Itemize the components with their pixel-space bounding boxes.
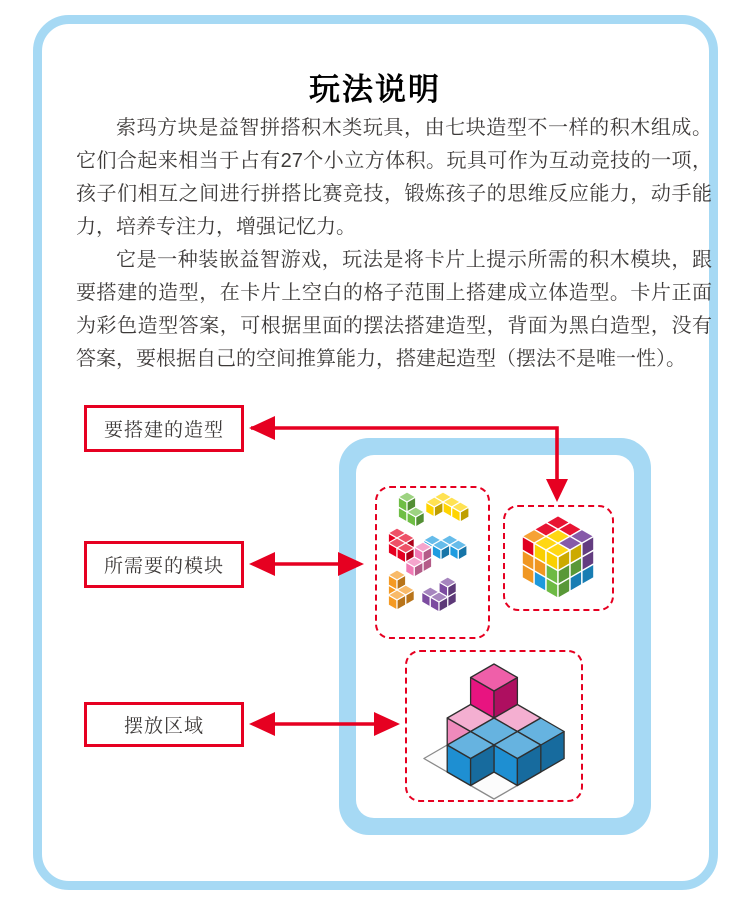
page-title: 玩法说明 [309, 72, 441, 107]
placement-area-figure [407, 652, 581, 800]
soma-pieces-figure [377, 488, 488, 637]
shape-to-build-box [503, 505, 614, 611]
paragraph-intro: 索玛方块是益智拼搭积木类玩具，由七块造型不一样的积木组成。它们合起来相当于占有27个小立方体积。玩具可作为互动竞技的一项，孩子们相互之间进行拼搭比赛竞技，锻炼孩子的思维反应能力，动手能力，培养专注力，增强记忆力。 [76, 117, 712, 238]
label-shape-to-build [84, 405, 244, 452]
required-modules-box [375, 486, 490, 639]
placement-area-box [405, 650, 583, 802]
label-placement-area [84, 702, 244, 747]
paragraph-howto: 它是一种装嵌益智游戏，玩法是将卡片上提示所需的积木模块，跟要搭建的造型，在卡片上空白的格子范围上搭建成立体造型。卡片正面为彩色造型答案，可根据里面的摆法搭建造型，背面为黑白造型，没有答案，要根据自己的空间推算能力，搭建起造型（摆法不是唯一性）。 [76, 249, 712, 370]
assembled-cube-figure [505, 507, 612, 609]
label-placement-area-text: 摆放区域 [123, 716, 204, 737]
label-shape-to-build-text: 要搭建的造型 [103, 420, 224, 441]
instruction-text [76, 112, 712, 376]
label-required-modules [84, 541, 244, 588]
label-required-modules-text: 所需要的模块 [103, 556, 224, 577]
